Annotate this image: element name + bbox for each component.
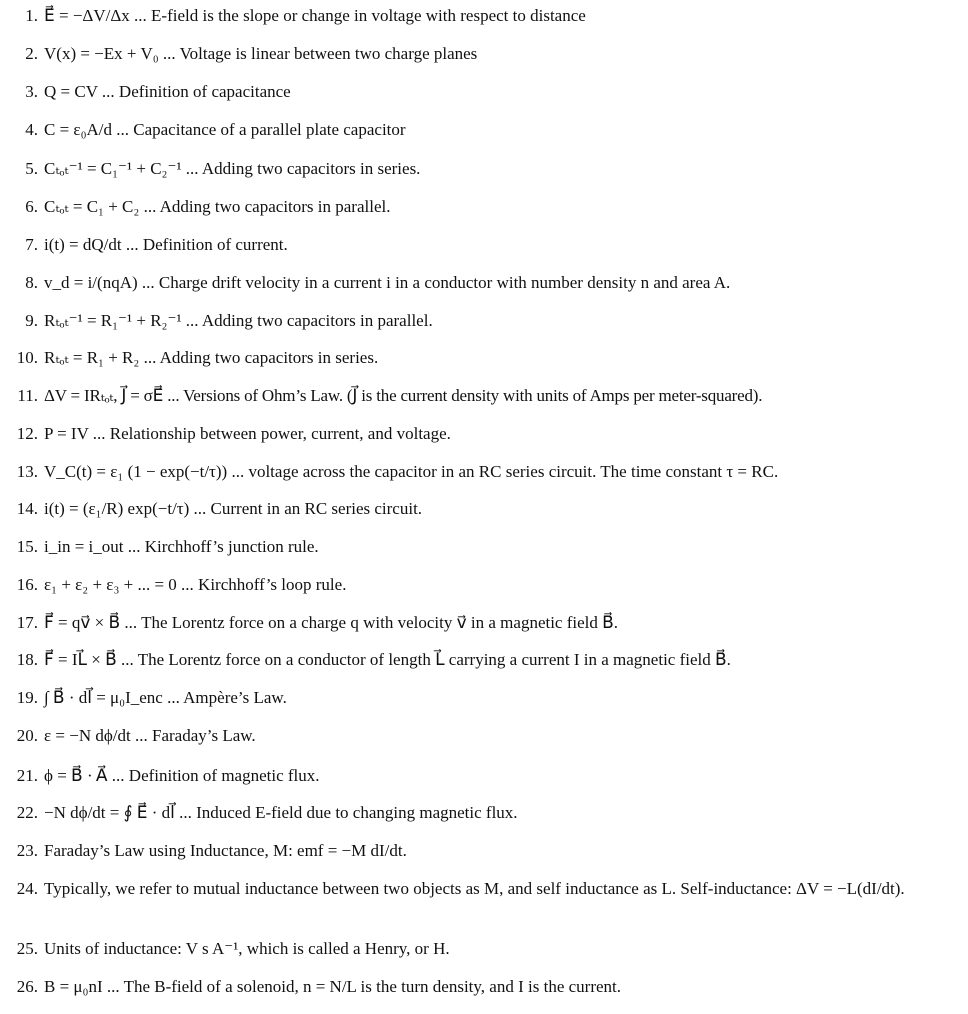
item-text: B = μ₀nI ... The B-field of a solenoid, n = N/L is the turn density, and I is the current. bbox=[44, 977, 622, 996]
item-number: 23. bbox=[16, 841, 38, 860]
list-item bbox=[0, 765, 968, 787]
item-number: 3. bbox=[25, 82, 38, 101]
item-text: V_C(t) = ε₁ (1 − exp(−t/τ)) ... voltage across the capacitor in an RC series circuit. The time constant τ = RC. bbox=[44, 462, 779, 481]
list-item bbox=[0, 938, 968, 960]
list-item bbox=[0, 461, 968, 483]
item-number: 1. bbox=[25, 6, 38, 25]
item-number: 14. bbox=[16, 499, 38, 518]
item-number: 26. bbox=[16, 977, 38, 996]
item-number: 17. bbox=[16, 613, 38, 632]
list-item bbox=[0, 158, 968, 180]
item-text: −N dϕ/dt = ∮ E⃗ · dl⃗ ... Induced E-field due to changing magnetic flux. bbox=[44, 803, 518, 822]
list-item bbox=[0, 385, 968, 407]
item-number: 18. bbox=[16, 650, 38, 669]
item-text: Cₜₒₜ = C₁ + C₂ ... Adding two capacitors in parallel. bbox=[44, 197, 391, 216]
list-item bbox=[0, 976, 968, 998]
list-item bbox=[0, 687, 968, 709]
item-text: Typically, we refer to mutual inductance between two objects as M, and self inductance as L. Self-inductance: ΔV = −L(dI/dt). bbox=[44, 879, 905, 898]
item-text: V(x) = −Ex + V₀ ... Voltage is linear between two charge planes bbox=[44, 44, 478, 63]
item-number: 19. bbox=[16, 688, 38, 707]
item-text: ΔV = IRₜₒₜ, J⃗ = σE⃗ ... Versions of Ohm’s Law. (J⃗ is the current density with units of Amps per meter-squared). bbox=[44, 386, 763, 405]
item-text: i_in = i_out ... Kirchhoff’s junction rule. bbox=[44, 537, 319, 556]
item-number: 13. bbox=[16, 462, 38, 481]
list-item bbox=[0, 81, 968, 103]
item-text: ε₁ + ε₂ + ε₃ + ... = 0 ... Kirchhoff’s loop rule. bbox=[44, 575, 347, 594]
list-item bbox=[0, 347, 968, 369]
list-item bbox=[0, 310, 968, 332]
item-text: F⃗ = qv⃗ × B⃗ ... The Lorentz force on a charge q with velocity v⃗ in a magnetic field B⃗. bbox=[44, 613, 619, 632]
item-text: P = IV ... Relationship between power, current, and voltage. bbox=[44, 424, 451, 443]
item-text: Faraday’s Law using Inductance, M: emf = −M dI/dt. bbox=[44, 841, 407, 860]
item-text: v_d = i/(nqA) ... Charge drift velocity in a current i in a conductor with number density n and area A. bbox=[44, 273, 731, 292]
list-item bbox=[0, 498, 968, 520]
item-text: i(t) = (ε₁/R) exp(−t/τ) ... Current in an RC series circuit. bbox=[44, 499, 423, 518]
item-number: 9. bbox=[25, 311, 38, 330]
item-text: Rₜₒₜ = R₁ + R₂ ... Adding two capacitors in series. bbox=[44, 348, 379, 367]
list-item bbox=[0, 725, 968, 747]
item-number: 10. bbox=[16, 348, 38, 367]
item-number: 22. bbox=[16, 803, 38, 822]
item-number: 7. bbox=[25, 235, 38, 254]
list-item bbox=[0, 196, 968, 218]
list-item bbox=[0, 119, 968, 141]
item-text: i(t) = dQ/dt ... Definition of current. bbox=[44, 235, 288, 254]
list-item bbox=[0, 234, 968, 256]
item-text: ε = −N dϕ/dt ... Faraday’s Law. bbox=[44, 726, 256, 745]
item-number: 16. bbox=[16, 575, 38, 594]
item-text: Cₜₒₜ⁻¹ = C₁⁻¹ + C₂⁻¹ ... Adding two capacitors in series. bbox=[44, 159, 421, 178]
item-text: Q = CV ... Definition of capacitance bbox=[44, 82, 291, 101]
list-item bbox=[0, 612, 968, 634]
list-item bbox=[0, 649, 968, 671]
item-number: 11. bbox=[17, 386, 38, 405]
item-number: 2. bbox=[25, 44, 38, 63]
list-item bbox=[0, 802, 968, 824]
list-item bbox=[0, 5, 968, 27]
item-text: Units of inductance: V s A⁻¹, which is called a Henry, or H. bbox=[44, 939, 450, 958]
item-text: E⃗ = −ΔV/Δx ... E-field is the slope or change in voltage with respect to distance bbox=[44, 6, 586, 25]
list-item bbox=[0, 536, 968, 558]
item-number: 8. bbox=[25, 273, 38, 292]
list-item bbox=[0, 574, 968, 596]
item-text: C = ε₀A/d ... Capacitance of a parallel plate capacitor bbox=[44, 120, 406, 139]
list-item bbox=[0, 840, 968, 862]
list-item bbox=[0, 43, 968, 65]
list-item bbox=[0, 272, 968, 294]
item-text: ∫ B⃗ · dl⃗ = μ₀I_enc ... Ampère’s Law. bbox=[44, 688, 287, 707]
item-text: Rₜₒₜ⁻¹ = R₁⁻¹ + R₂⁻¹ ... Adding two capacitors in parallel. bbox=[44, 311, 433, 330]
list-item bbox=[0, 878, 968, 900]
item-number: 6. bbox=[25, 197, 38, 216]
item-number: 20. bbox=[16, 726, 38, 745]
item-number: 24. bbox=[16, 879, 38, 898]
item-number: 4. bbox=[25, 120, 38, 139]
item-number: 5. bbox=[25, 159, 38, 178]
item-number: 15. bbox=[16, 537, 38, 556]
item-number: 25. bbox=[16, 939, 38, 958]
item-number: 12. bbox=[16, 424, 38, 443]
item-text: ϕ = B⃗ · A⃗ ... Definition of magnetic flux. bbox=[44, 766, 320, 785]
list-item bbox=[0, 423, 968, 445]
item-text: F⃗ = IL⃗ × B⃗ ... The Lorentz force on a conductor of length L⃗ carrying a current I in a magnetic field B⃗. bbox=[44, 650, 731, 669]
item-number: 21. bbox=[16, 766, 38, 785]
